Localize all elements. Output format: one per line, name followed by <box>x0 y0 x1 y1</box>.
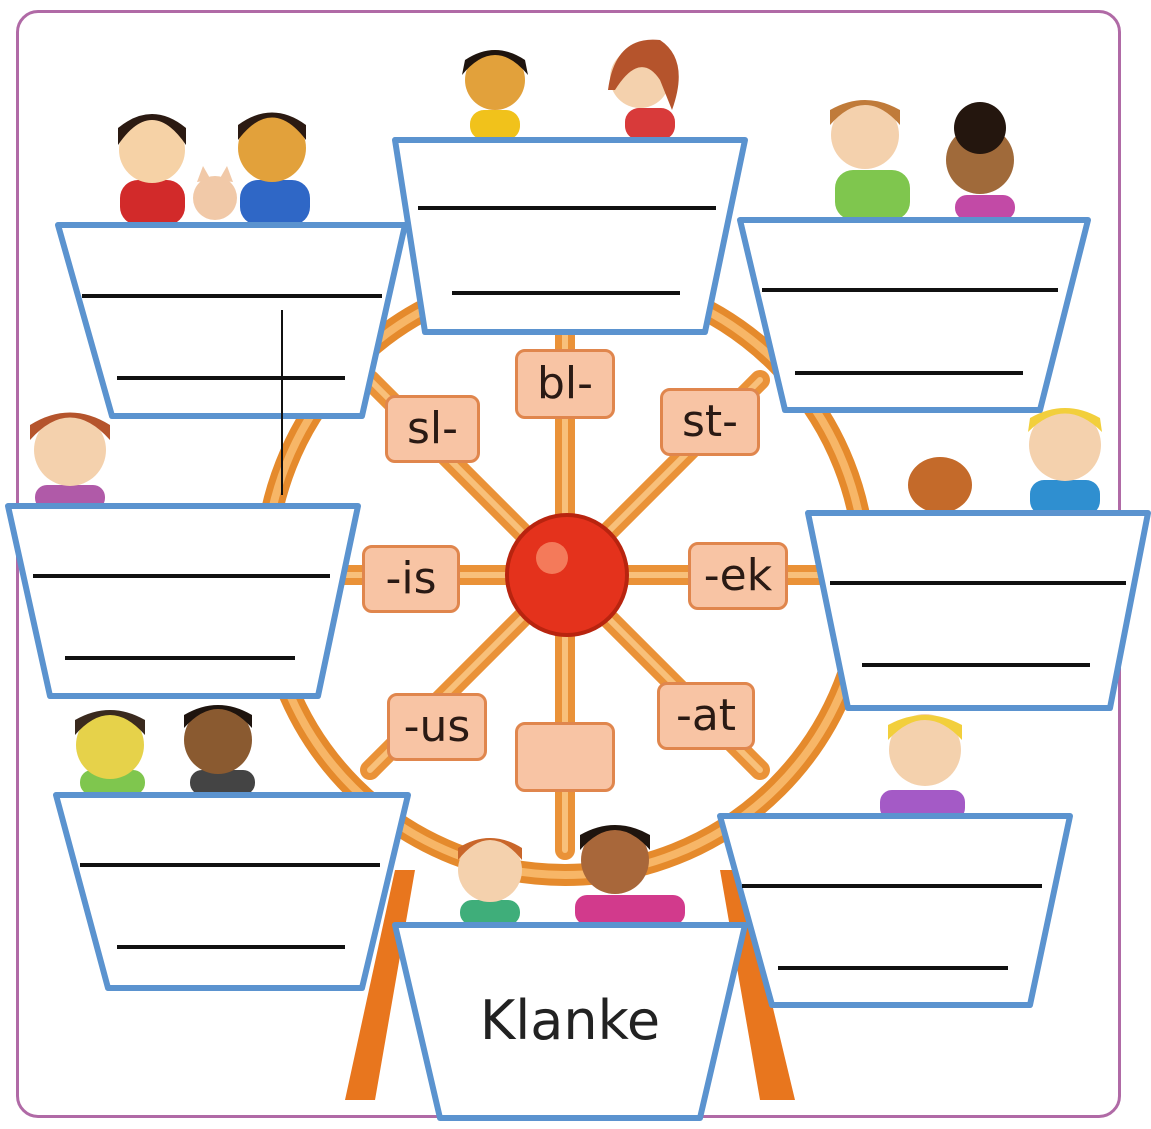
dog-icon <box>908 457 972 513</box>
tile-is: -is <box>362 545 460 613</box>
answer-box <box>56 795 408 988</box>
tile-blank <box>515 722 615 792</box>
child-icon <box>458 838 522 925</box>
answer-box <box>740 220 1088 410</box>
child-icon <box>608 40 679 140</box>
child-icon <box>946 102 1015 220</box>
answer-box <box>720 816 1070 1005</box>
child-icon <box>1028 408 1102 515</box>
child-icon <box>75 710 145 795</box>
answer-box <box>58 225 405 416</box>
child-icon <box>880 714 965 820</box>
cat-icon <box>193 166 237 220</box>
answer-box <box>395 140 745 332</box>
answer-box <box>808 513 1148 708</box>
child-icon <box>462 50 528 140</box>
answer-box <box>8 506 358 696</box>
child-icon <box>30 413 110 511</box>
child-icon <box>575 825 685 925</box>
child-icon <box>118 114 186 225</box>
page-title: Klanke <box>479 988 661 1052</box>
child-icon <box>830 100 910 220</box>
tile-bl: bl- <box>515 349 615 419</box>
tile-ek: -ek <box>688 542 788 610</box>
tile-st: st- <box>660 388 760 456</box>
tile-at: -at <box>657 682 755 750</box>
child-icon <box>184 705 255 795</box>
child-icon <box>238 113 310 226</box>
tile-sl: sl- <box>385 395 480 463</box>
tile-us: -us <box>387 693 487 761</box>
